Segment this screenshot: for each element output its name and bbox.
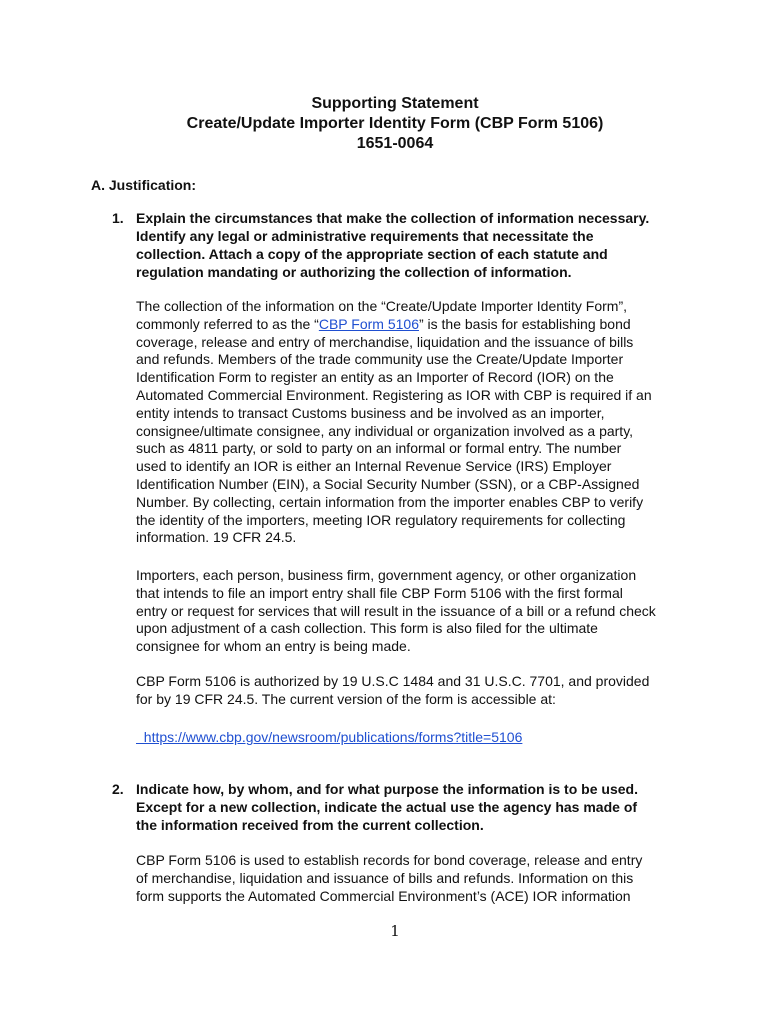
paragraph-line: Importers, each person, business firm, government agency, or other organization [136,567,637,583]
question-1-line: collection. Attach a copy of the appropriate section of each statute and [136,246,608,262]
question-1-number: 1. [112,210,124,226]
paragraph-line: of merchandise, liquidation and issuance of bills and refunds. Information on this [136,869,634,886]
title-line-omb-number: 1651-0064 [356,135,434,152]
paragraph-line: coverage, release and entry of merchandise, liquidation and the issuance of bills [136,333,634,350]
paragraph-line: for by 19 CFR 24.5. The current version of the form is accessible at: [136,690,556,707]
title-line-supporting-statement: Supporting Statement [311,95,479,112]
paragraph-line: The collection of the information on the “Create/Update Importer Identity Form”, [136,298,628,314]
question-1-line: Explain the circumstances that make the collection of information necessary. [136,210,650,226]
paragraph-line: used to identify an IOR is either an Internal Revenue Service (IRS) Employer [136,458,612,475]
question-2-line: Except for a new collection, indicate the actual use the agency has made of [136,799,638,815]
paragraph-line: such as 4811 party, or sold to party on an informal or formal entry. The number [136,440,622,457]
paragraph-text: commonly referred to as the “ [136,315,319,332]
question-2-line: Indicate how, by whom, and for what purpose the information is to be used. [136,781,638,797]
paragraph-importers [136,567,716,656]
paragraph-line: Automated Commercial Environment. Registering as IOR with CBP is required if an [136,386,652,403]
paragraph-collection-purpose [136,298,716,547]
question-1-line: regulation mandating or authorizing the collection of information. [136,264,572,280]
question-1-line: Identify any legal or administrative requirements that necessitate the [136,228,594,244]
paragraph-line: CBP Form 5106 is authorized by 19 U.S.C 1484 and 31 U.S.C. 7701, and provided [136,673,650,689]
question-2 [112,780,712,834]
question-2-number: 2. [112,781,124,797]
section-a-heading: A. Justification: [91,177,197,193]
paragraph-line: Number. By collecting, certain information from the importer enables CBP to verify [136,493,644,510]
paragraph-line [136,316,716,334]
paragraph-line: Identification Form to register an entity as an Importer of Record (IOR) on the [136,369,614,386]
page-number: 1 [390,922,400,940]
question-1 [112,209,712,281]
paragraph-line: entry or request for services that will result in the issuance of a bill or a refund check [136,602,656,619]
question-2-line: the information received from the current collection. [136,817,484,833]
paragraph-line: upon adjustment of a cash collection. This form is also filed for the ultimate [136,620,598,637]
paragraph-line: entity intends to transact Customs business and be involved as an importer, [136,404,605,421]
form-url-link[interactable]: https://www.cbp.gov/newsroom/publications/forms?title=5106 [136,729,523,745]
paragraph-line: CBP Form 5106 is used to establish records for bond coverage, release and entry [136,852,643,868]
paragraph-use-of-information [136,852,716,905]
paragraph-line: Identification Number (EIN), a Social Security Number (SSN), or a CBP-Assigned [136,475,640,492]
paragraph-line: information. 19 CFR 24.5. [136,529,297,546]
paragraph-authority [136,673,716,709]
paragraph-text: ” is the basis for establishing bond [418,315,631,332]
paragraph-line: form supports the Automated Commercial Environment’s (ACE) IOR information [136,887,631,904]
document-title [0,94,770,154]
paragraph-line: that intends to file an import entry shall file CBP Form 5106 with the first formal [136,584,623,601]
paragraph-line: the identity of the importers, meeting IOR regulatory requirements for collecting [136,511,626,528]
paragraph-line: consignee for whom an entry is being made. [136,638,411,655]
paragraph-line: and refunds. Members of the trade community use the Create/Update Importer [136,351,624,368]
paragraph-line: consignee/ultimate consignee, any individual or organization involved as a party, [136,422,634,439]
cbp-form-5106-link[interactable]: CBP Form 5106 [318,315,419,332]
title-line-form-name: Create/Update Importer Identity Form (CBP Form 5106) [186,115,604,132]
